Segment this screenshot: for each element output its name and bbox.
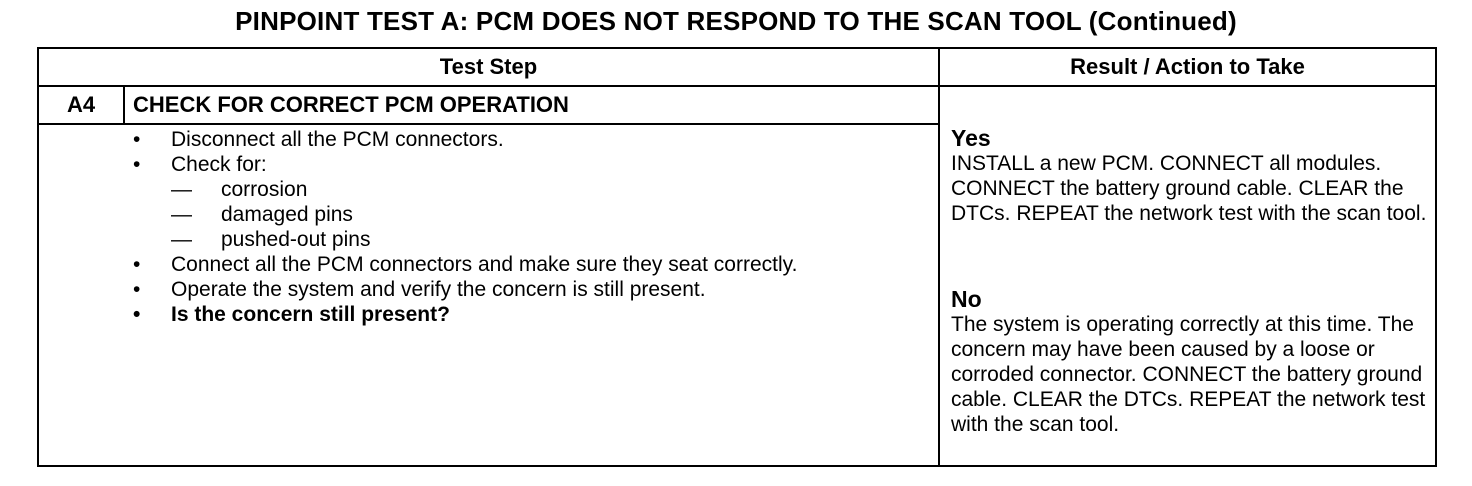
header-test-step: Test Step (439, 54, 538, 79)
bullet-icon: • (133, 303, 141, 326)
result-no-label: No (951, 286, 982, 312)
bullet-icon: • (133, 253, 141, 276)
result-yes-text: INSTALL a new PCM. CONNECT all modules. CONNECT the battery ground cable. CLEAR the DTCs. REPEAT the network test with the scan tool. (951, 152, 1427, 225)
step-item: • Connect all the PCM connectors and make sure they seat correctly. (133, 253, 798, 276)
bullet-icon: • (133, 128, 141, 151)
step-item: • Disconnect all the PCM connectors. (133, 128, 504, 151)
step-item: • Operate the system and verify the concern is still present. (133, 278, 706, 301)
dash-icon: — (171, 228, 192, 251)
check-item: — damaged pins (171, 203, 353, 226)
step-title-divider (39, 123, 938, 125)
result-yes-label: Yes (951, 125, 991, 151)
step-instructions (129, 127, 929, 327)
step-title: CHECK FOR CORRECT PCM OPERATION (133, 92, 569, 117)
pinpoint-test-table (37, 47, 1437, 467)
column-divider (938, 49, 940, 465)
step-item-question: • Is the concern still present? (133, 303, 450, 326)
bullet-icon: • (133, 153, 141, 176)
check-item: — pushed-out pins (171, 228, 371, 251)
result-no-text: The system is operating correctly at this time. The concern may have been caused by a loose or corroded connector. CONNECT the battery ground cable. CLEAR the DTCs. REPEAT the network test with the scan tool. (951, 313, 1426, 436)
bullet-icon: • (133, 278, 141, 301)
result-no (951, 286, 1433, 437)
result-yes (951, 125, 1433, 226)
header-result-action: Result / Action to Take (1070, 54, 1305, 79)
check-list (171, 177, 929, 252)
step-item: • Check for: — corrosion — damaged pins — pushed-out pins (129, 152, 929, 252)
dash-icon: — (171, 203, 192, 226)
check-item: — corrosion (171, 178, 308, 201)
step-id-divider (123, 85, 125, 123)
dash-icon: — (171, 178, 192, 201)
step-id: A4 (66, 92, 96, 117)
page-title: PINPOINT TEST A: PCM DOES NOT RESPOND TO THE SCAN TOOL (Continued) (235, 6, 1237, 36)
